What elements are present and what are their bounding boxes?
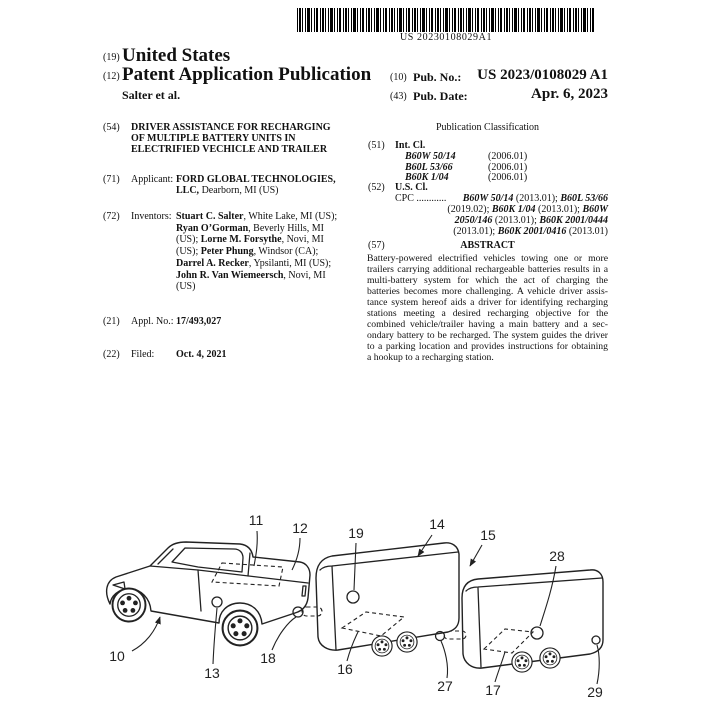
inventor-short: Salter et al. — [122, 88, 181, 102]
ref-numeral-18: 18 — [260, 650, 276, 666]
ref-numeral-27: 27 — [437, 678, 453, 694]
abstract-line: combined vehicle/trailer having a main battery and a sec- — [367, 319, 608, 330]
pub-date-label: Pub. Date: — [413, 89, 468, 103]
ref-numeral-29: 29 — [587, 684, 603, 700]
title-line: OF MULTIPLE BATTERY UNITS IN — [131, 133, 296, 144]
first-trailer — [316, 543, 459, 656]
ref-numeral-13: 13 — [204, 665, 220, 681]
title-line: ELECTRIFIED VECHICLE AND TRAILER — [131, 144, 328, 155]
pub-no-code: (10) — [390, 72, 407, 83]
cpc-line: (2019.02); B60K 1/04 (2013.01); B60W — [447, 204, 608, 215]
classification-heading: Publication Classification — [435, 122, 540, 133]
int-cl-date: (2006.01) — [488, 172, 528, 183]
int-cl-code: (51) — [368, 140, 385, 151]
us-cl-label: U.S. Cl. — [395, 182, 428, 193]
title-line: DRIVER ASSISTANCE FOR RECHARGING — [131, 122, 331, 133]
second-trailer — [462, 570, 603, 672]
inventor-line: (US); Peter Phung, Windsor (CA); — [176, 246, 319, 258]
abstract-code: (57) — [368, 240, 385, 251]
us-cl-code: (52) — [368, 182, 385, 193]
abstract-line: multi-battery system for which the act of charging the — [367, 275, 608, 286]
pub-no-label: Pub. No.: — [413, 70, 462, 84]
publication-type: Patent Application Publication — [122, 64, 372, 85]
ref-numeral-19: 19 — [348, 525, 364, 541]
barcode — [297, 8, 595, 32]
truck-wheel — [113, 589, 146, 622]
abstract-line: stations meeting a desired recharging objective for the — [367, 308, 608, 319]
int-cl-class: B60L 53/66 — [405, 162, 453, 173]
abstract-line: to a parking location and provides instructions for obtaining — [367, 341, 608, 352]
filed-value: Oct. 4, 2021 — [176, 349, 227, 360]
appl-no-code: (21) — [103, 316, 120, 327]
inventor-line: Stuart C. Salter, White Lake, MI (US); — [176, 211, 338, 222]
applicant-label: Applicant: — [131, 174, 174, 185]
abstract-line: trailers carrying additional rechargeable batteries results in a — [367, 264, 608, 275]
abstract-text — [367, 253, 608, 363]
appl-no-label: Appl. No.: — [131, 316, 174, 327]
ref-numeral-28: 28 — [549, 548, 565, 564]
invention-title — [131, 122, 331, 155]
inventor-line: (US) — [176, 281, 196, 293]
ref-numeral-11: 11 — [248, 512, 264, 528]
applicant-name: FORD GLOBAL TECHNOLOGIES, — [176, 174, 336, 185]
ref-numeral-14: 14 — [429, 516, 445, 532]
inventor-line: John R. Van Wiemeersch, Novi, MI — [176, 269, 326, 281]
country: United States — [122, 45, 231, 66]
inventors-label: Inventors: — [131, 211, 172, 222]
int-cl-class: B60W 50/14 — [405, 151, 456, 162]
int-cl-label: Int. Cl. — [395, 140, 426, 151]
truck-wheel — [223, 611, 258, 646]
inventor-line: (US); Lorne M. Forsythe, Novi, MI — [176, 234, 324, 246]
ref-numeral-17: 17 — [485, 682, 501, 698]
cpc-line: (2013.01); B60K 2001/0416 (2013.01) — [453, 226, 608, 237]
pub-no: US 2023/0108029 A1 — [477, 67, 608, 83]
applicant-code: (71) — [103, 174, 120, 185]
pub-date: Apr. 6, 2023 — [531, 86, 608, 102]
cpc-label: CPC ............ — [395, 193, 447, 204]
cpc-line — [395, 193, 608, 204]
filed-label: Filed: — [131, 349, 155, 360]
applicant-line2: LLC, Dearborn, MI (US) — [176, 185, 279, 196]
inventors-list — [176, 211, 337, 293]
abstract-line: batteries becomes more challenging. A vehicle driver assis- — [367, 286, 608, 297]
pub-date-code: (43) — [390, 91, 407, 102]
abstract-line: a hookup to a recharging station. — [367, 352, 494, 363]
inventor-line: Darrel A. Recker, Ypsilanti, MI (US); — [176, 257, 332, 269]
ref-numeral-10: 10 — [109, 648, 125, 664]
pickup-truck — [107, 542, 310, 645]
figure-drawing — [0, 490, 720, 721]
appl-no-value: 17/493,027 — [176, 316, 222, 327]
trailer-wheel — [372, 636, 392, 656]
applicant-value — [176, 174, 336, 196]
abstract-line: tance system hereof aids a driver for identifying recharging — [367, 297, 608, 308]
int-cl-date: (2006.01) — [488, 151, 528, 162]
ref-numeral-15: 15 — [480, 527, 496, 543]
cpc-codes: B60W 50/14 (2013.01); B60L 53/66 — [462, 193, 608, 204]
abstract-line: ondary battery to be recharged. The system guides the driver — [367, 330, 608, 341]
barcode-number: US 20230108029A1 — [399, 32, 493, 43]
inventor-line: Ryan O’Gorman, Beverly Hills, MI — [176, 222, 324, 234]
trailer-wheel — [540, 648, 560, 668]
filed-code: (22) — [103, 349, 120, 360]
ref-numeral-12: 12 — [292, 520, 308, 536]
trailer-wheel — [512, 652, 532, 672]
int-cl-class: B60K 1/04 — [405, 172, 449, 183]
publication-type-code: (12) — [103, 71, 120, 82]
abstract-heading: ABSTRACT — [460, 240, 515, 251]
inventors-code: (72) — [103, 211, 120, 222]
country-code: (19) — [103, 52, 120, 63]
title-code: (54) — [103, 122, 120, 133]
ref-numeral-16: 16 — [337, 661, 353, 677]
cpc-line: 2050/146 (2013.01); B60K 2001/0444 — [454, 215, 608, 226]
trailer-wheel — [397, 632, 417, 652]
abstract-line: Battery-powered electrified vehicles towing one or more — [367, 253, 608, 264]
int-cl-date: (2006.01) — [488, 162, 528, 173]
